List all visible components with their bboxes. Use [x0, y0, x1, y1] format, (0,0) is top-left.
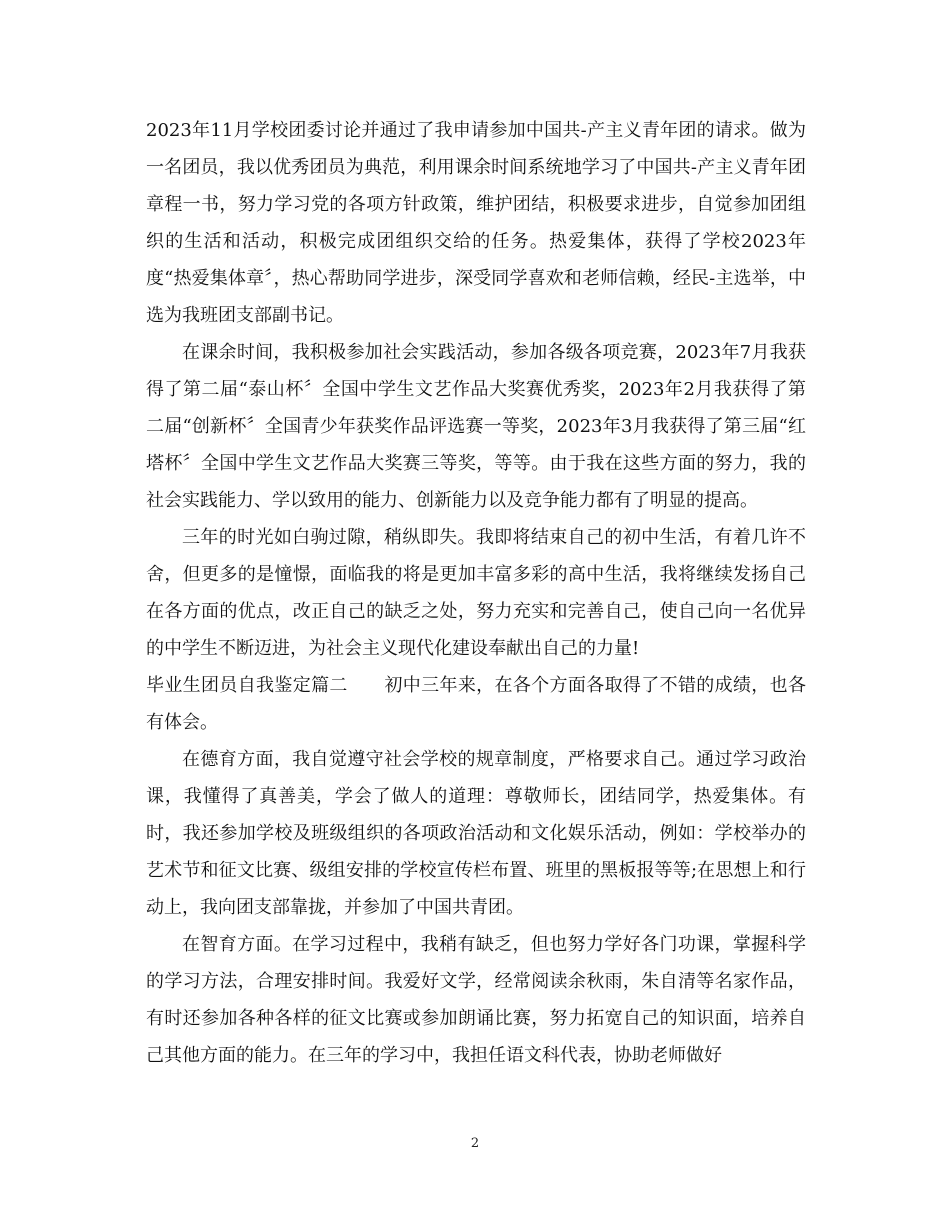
paragraph-league-membership: 2023年11月学校团委讨论并通过了我申请参加中国共-产主义青年团的请求。做为一名团员，我以优秀团员为典范，利用课余时间系统地学习了中国共-产主义青年团章程一书，努力学习党的各项方针政策，维护团结，积极要求进步，自觉参加团组织的生活和活动，积极完成团组织交给的任务。热爱集体，获得了学校2023年度“热爱集体章〞，热心帮助同学进步，深受同学喜欢和老师信赖，经民-主选举，中选为我班团支部副书记。 — [146, 120, 806, 326]
document-body — [146, 112, 806, 1074]
paragraph-part-two-heading: 毕业生团员自我鉴定篇二 初中三年来，在各个方面各取得了不错的成绩，也各有体会。 — [146, 675, 806, 733]
paragraph-three-years: 三年的时光如白驹过隙，稍纵即失。我即将结束自己的初中生活，有着几许不舍，但更多的是憧憬，面临我的将是更加丰富多彩的高中生活，我将继续发扬自己在各方面的优点，改正自己的缺乏之处，努力充实和完善自己，使自己向一名优异的中学生不断迈进，为社会主义现代化建设奉献出自己的力量! — [146, 527, 806, 659]
paragraph-intellectual-education: 在智育方面。在学习过程中，我稍有缺乏，但也努力学好各门功课，掌握科学的学习方法，合理安排时间。我爱好文学，经常阅读余秋雨，朱自清等名家作品，有时还参加各种各样的征文比赛或参加朗诵比赛，努力拓宽自己的知识面，培养自己其他方面的能力。在三年的学习中，我担任语文科代表，协助老师做好 — [146, 934, 806, 1066]
page-number: 2 — [470, 1136, 480, 1151]
paragraph-social-practice: 在课余时间，我积极参加社会实践活动，参加各级各项竞赛，2023年7月我获得了第二届“泰山杯〞全国中学生文艺作品大奖赛优秀奖，2023年2月我获得了第二届“创新杯〞全国青少年获奖作品评选赛一等奖，2023年3月我获得了第三届“红塔杯〞全国中学生文艺作品大奖赛三等奖，等等。由于我在这些方面的努力，我的社会实践能力、学以致用的能力、创新能力以及竞争能力都有了明显的提高。 — [146, 342, 806, 511]
paragraph-moral-education: 在德育方面，我自觉遵守社会学校的规章制度，严格要求自己。通过学习政治课，我懂得了真善美，学会了做人的道理：尊敬师长，团结同学，热爱集体。有时，我还参加学校及班级组织的各项政治活动和文化娱乐活动，例如：学校举办的艺术节和征文比赛、级组安排的学校宣传栏布置、班里的黑板报等等;在思想上和行动上，我向团支部靠拢，并参加了中国共青团。 — [146, 749, 806, 918]
